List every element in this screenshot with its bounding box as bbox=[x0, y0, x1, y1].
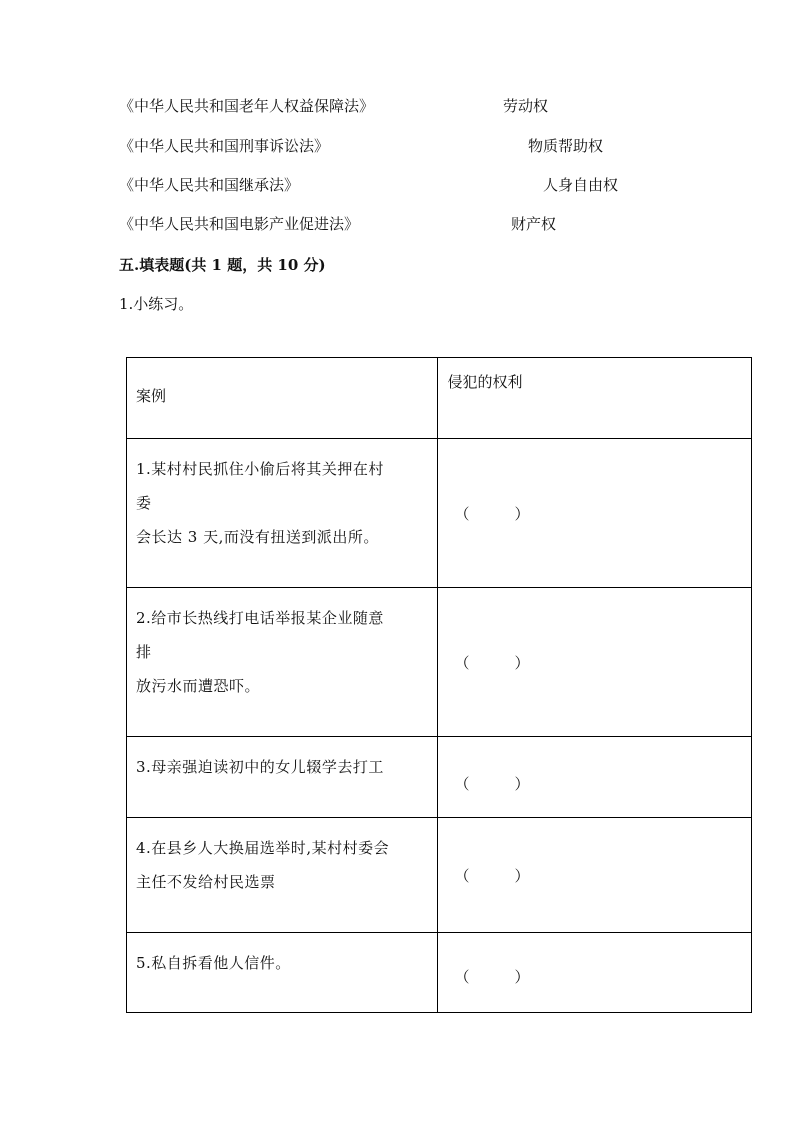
case-line: 3.母亲强迫读初中的女儿辍学去打工 bbox=[136, 758, 384, 776]
law-item: 《中华人民共和国老年人权益保障法》 bbox=[119, 97, 375, 115]
column-header-case: 案例 bbox=[136, 387, 167, 405]
section-title: 五.填表题(共 1 题，共 10 分) bbox=[119, 256, 326, 274]
table-row bbox=[127, 737, 752, 818]
right-item: 物质帮助权 bbox=[528, 137, 604, 155]
case-line: 2.给市长热线打电话举报某企业随意 bbox=[136, 609, 384, 627]
law-item: 《中华人民共和国刑事诉讼法》 bbox=[119, 137, 330, 155]
table-header-row bbox=[127, 358, 752, 439]
answer-table bbox=[126, 357, 752, 1013]
table-row bbox=[127, 818, 752, 933]
column-header-right: 侵犯的权利 bbox=[447, 373, 523, 391]
case-line: 放污水而遭恐吓。 bbox=[136, 677, 261, 695]
case-line: 5.私自拆看他人信件。 bbox=[136, 954, 291, 972]
law-item: 《中华人民共和国继承法》 bbox=[119, 176, 300, 194]
case-text bbox=[127, 818, 437, 899]
right-item: 劳动权 bbox=[503, 97, 549, 115]
right-item: 财产权 bbox=[511, 215, 557, 233]
question-label: 1.小练习。 bbox=[119, 295, 194, 313]
answer-blank[interactable]: （ ） bbox=[454, 968, 530, 986]
case-text bbox=[127, 933, 437, 980]
case-line: 主任不发给村民选票 bbox=[136, 873, 276, 891]
table-row bbox=[127, 439, 752, 588]
answer-blank[interactable]: （ ） bbox=[454, 653, 530, 672]
case-text bbox=[127, 737, 437, 784]
case-line: 委 bbox=[136, 494, 152, 512]
case-line: 1.某村村民抓住小偷后将其关押在村 bbox=[136, 460, 384, 478]
case-line: 会长达 3 天,而没有扭送到派出所。 bbox=[136, 528, 379, 546]
law-item: 《中华人民共和国电影产业促进法》 bbox=[119, 215, 360, 233]
table-row bbox=[127, 588, 752, 737]
case-line: 4.在县乡人大换届选举时,某村村委会 bbox=[136, 839, 390, 857]
table-row bbox=[127, 933, 752, 1013]
case-line: 排 bbox=[136, 643, 152, 661]
case-text bbox=[127, 588, 437, 703]
answer-blank[interactable]: （ ） bbox=[454, 504, 530, 523]
case-text bbox=[127, 439, 437, 554]
answer-blank[interactable]: （ ） bbox=[454, 866, 530, 885]
answer-blank[interactable]: （ ） bbox=[454, 774, 530, 793]
right-item: 人身自由权 bbox=[543, 176, 619, 194]
